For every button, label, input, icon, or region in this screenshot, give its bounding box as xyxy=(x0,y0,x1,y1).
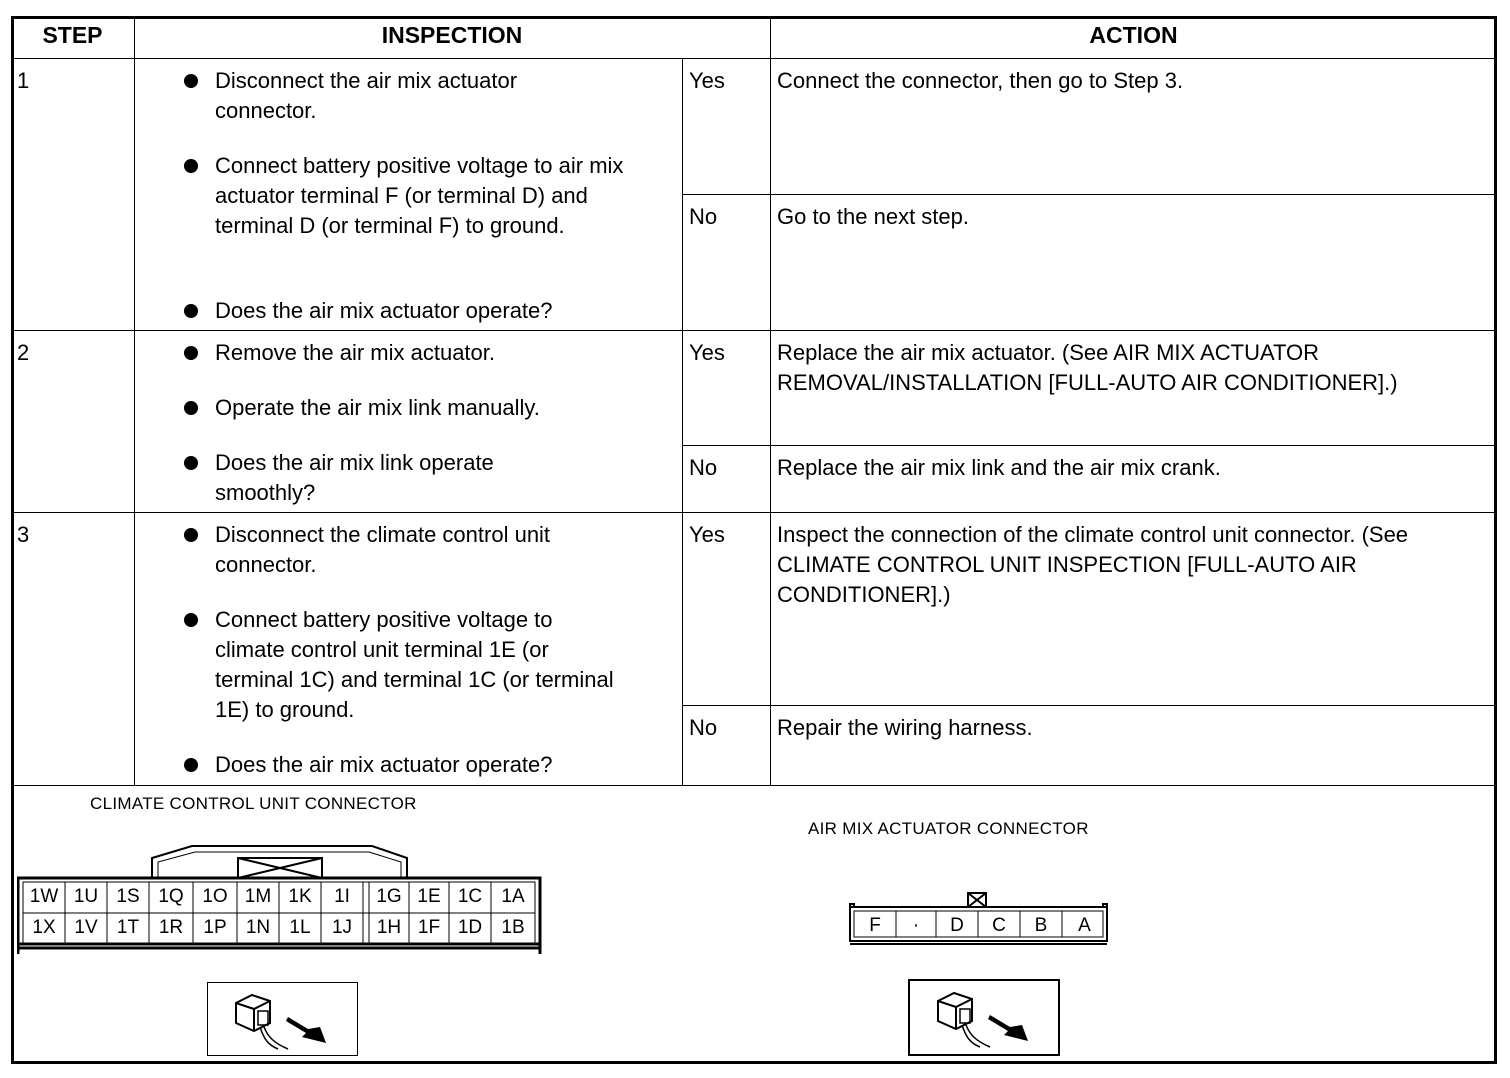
row-divider-1 xyxy=(11,330,1497,331)
subrow-divider-3 xyxy=(682,705,1497,706)
inspection-item: Remove the air mix actuator. xyxy=(215,340,496,365)
action-text: Connect the connector, then go to Step 3. xyxy=(777,68,1184,93)
step-number: 1 xyxy=(17,68,30,93)
result-yes: Yes xyxy=(689,340,725,365)
bullet-icon xyxy=(184,304,198,318)
header-inspection: INSPECTION xyxy=(381,22,523,48)
inspection-item: Connect battery positive voltage to climate control unit terminal 1E (or terminal 1C) and terminal 1C (or terminal 1E) to ground. xyxy=(215,607,614,722)
climate-pin: 1Q xyxy=(158,886,184,907)
result-yes: Yes xyxy=(689,522,725,547)
result-no: No xyxy=(689,204,718,229)
climate-pin: 1W xyxy=(29,886,59,907)
climate-pin: 1O xyxy=(202,886,228,907)
action-text: Go to the next step. xyxy=(777,204,970,229)
action-text: Repair the wiring harness. xyxy=(777,715,1033,740)
actuator-connector-title: AIR MIX ACTUATOR CONNECTOR xyxy=(808,819,1089,838)
inspection-item: Does the air mix actuator operate? xyxy=(215,298,553,323)
climate-pin: 1S xyxy=(116,886,140,907)
harness-side-arrow-icon xyxy=(208,983,357,1055)
inspection-item: Connect battery positive voltage to air mix actuator terminal F (or terminal D) and terminal D (or terminal F) to ground. xyxy=(215,153,624,238)
bullet-icon xyxy=(184,528,198,542)
climate-pin: 1G xyxy=(376,886,402,907)
climate-pin: 1L xyxy=(289,917,311,938)
subrow-divider-1 xyxy=(682,194,1497,195)
bullet-icon xyxy=(184,758,198,772)
action-text: Replace the air mix actuator. (See AIR MIX ACTUATOR REMOVAL/INSTALLATION [FULL-AUTO AIR CONDITIONER].) xyxy=(777,340,1398,395)
header-step: STEP xyxy=(42,22,103,48)
action-text: Inspect the connection of the climate control unit connector. (See CLIMATE CONTROL UNIT INSPECTION [FULL-AUTO AIR CONDITIONER].) xyxy=(777,522,1409,607)
bullet-icon xyxy=(184,159,198,173)
climate-pin: 1M xyxy=(244,886,272,907)
connector-view-icon xyxy=(908,979,1060,1056)
climate-connector-title: CLIMATE CONTROL UNIT CONNECTOR xyxy=(90,794,417,813)
bullet-icon xyxy=(184,346,198,360)
climate-pin: 1J xyxy=(331,917,353,938)
climate-pin: 1N xyxy=(245,917,271,938)
header-action: ACTION xyxy=(1089,22,1178,48)
climate-pin: 1D xyxy=(457,917,483,938)
col-divider-action xyxy=(770,16,771,786)
climate-pin: 1F xyxy=(417,917,441,938)
climate-pin: 1I xyxy=(334,886,350,907)
connector-view-icon xyxy=(207,982,358,1056)
inspection-item: Operate the air mix link manually. xyxy=(215,395,540,420)
actuator-pin: F xyxy=(869,915,881,936)
actuator-pin: B xyxy=(1034,915,1048,936)
bullet-icon xyxy=(184,613,198,627)
actuator-pin: A xyxy=(1078,915,1091,936)
actuator-pin: C xyxy=(992,915,1006,936)
climate-pin: 1P xyxy=(203,917,227,938)
action-text: Replace the air mix link and the air mix crank. xyxy=(777,455,1221,480)
result-no: No xyxy=(689,715,718,740)
climate-pin: 1T xyxy=(116,917,140,938)
bullet-icon xyxy=(184,456,198,470)
climate-pin: 1K xyxy=(288,886,312,907)
step-number: 2 xyxy=(17,340,30,365)
inspection-item: Disconnect the climate control unit connector. xyxy=(215,522,551,577)
subrow-divider-2 xyxy=(682,445,1497,446)
col-divider-step xyxy=(134,16,135,786)
harness-side-arrow-icon xyxy=(910,981,1058,1054)
climate-pin: 1E xyxy=(417,886,441,907)
step-number: 3 xyxy=(17,522,30,547)
inspection-item: Does the air mix actuator operate? xyxy=(215,752,553,777)
climate-pin: 1A xyxy=(501,886,525,907)
row-divider-2 xyxy=(11,512,1497,513)
bullet-icon xyxy=(184,74,198,88)
actuator-pin: · xyxy=(912,915,920,936)
result-no: No xyxy=(689,455,718,480)
climate-pin: 1B xyxy=(501,917,525,938)
row-divider-3 xyxy=(11,785,1497,786)
bullet-icon xyxy=(184,401,198,415)
header-divider xyxy=(11,58,1497,59)
climate-pin: 1H xyxy=(376,917,402,938)
inspection-item: Does the air mix link operate smoothly? xyxy=(215,450,494,505)
climate-pin: 1V xyxy=(74,917,98,938)
inspection-item: Disconnect the air mix actuator connector. xyxy=(215,68,518,123)
actuator-pin: D xyxy=(950,915,964,936)
climate-pin: 1R xyxy=(158,917,184,938)
climate-pin: 1C xyxy=(457,886,483,907)
col-divider-inspection xyxy=(682,58,683,786)
result-yes: Yes xyxy=(689,68,725,93)
climate-pin: 1X xyxy=(32,917,56,938)
climate-pin: 1U xyxy=(73,886,99,907)
